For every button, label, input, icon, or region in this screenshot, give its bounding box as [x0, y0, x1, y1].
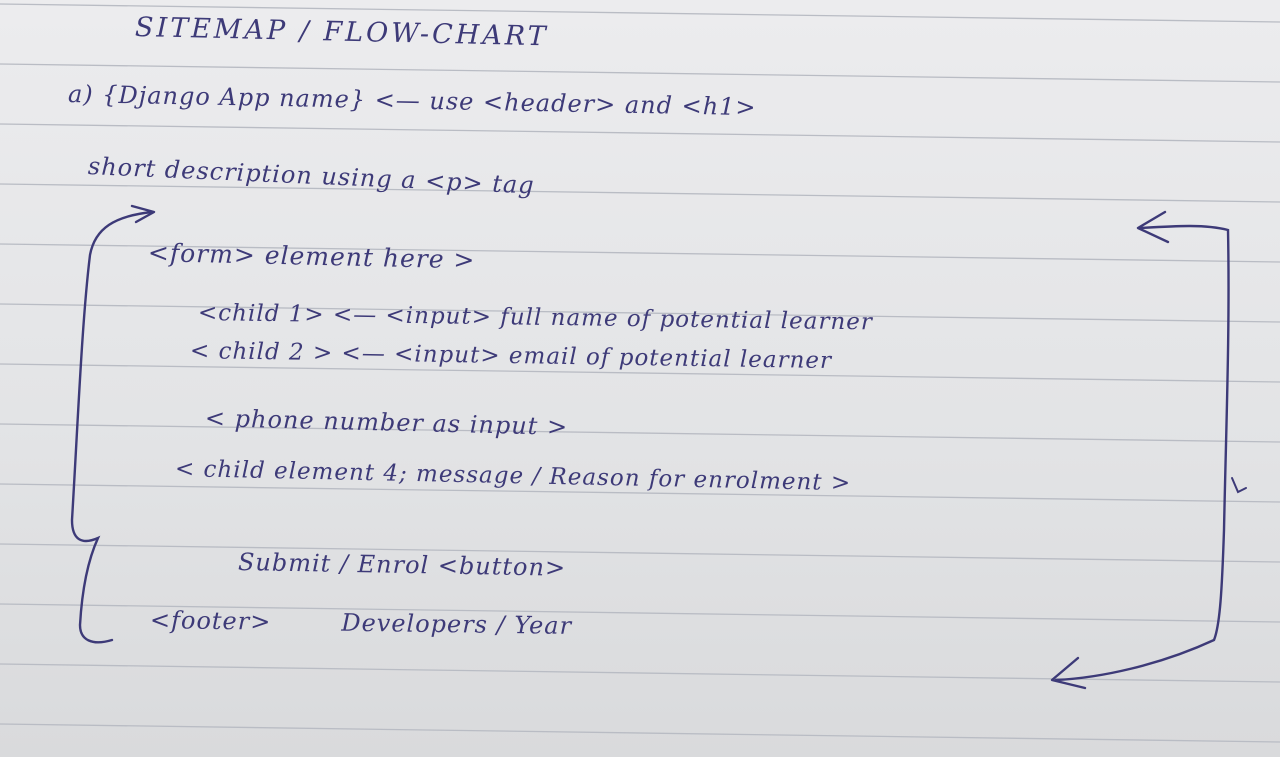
- ruled-line: [0, 184, 1280, 202]
- form-element-line: <form> element here >: [147, 238, 476, 275]
- child-1-line: <child 1> <— <input> full name of potential learner: [197, 300, 874, 336]
- footer-tag: <footer>: [149, 606, 272, 636]
- footer-line: [150, 606, 572, 640]
- phone-number-line: < phone number as input >: [204, 404, 569, 441]
- right-loop-line: [1056, 226, 1229, 680]
- ruled-line: [0, 424, 1280, 442]
- footer-credit: Developers / Year: [341, 608, 573, 640]
- ruled-line: [0, 124, 1280, 142]
- ruled-line: [0, 664, 1280, 682]
- right-loop-tick: [1232, 478, 1246, 492]
- short-description-line: short description using a <p> tag: [87, 152, 536, 200]
- child-element-4-line: < child element 4; message / Reason for enrolment >: [174, 456, 852, 497]
- ruled-line: [0, 544, 1280, 562]
- page-title: SITEMAP / FLOW-CHART: [134, 12, 549, 53]
- app-name-line: a) {Django App name} <— use <header> and <h1>: [67, 80, 757, 122]
- right-loop-bottom-arrow-head: [1052, 658, 1085, 688]
- child-2-line: < child 2 > <— <input> email of potential learner: [189, 338, 833, 375]
- left-brace: [72, 212, 152, 642]
- ruled-line: [0, 724, 1280, 742]
- submit-button-line: Submit / Enrol <button>: [237, 548, 567, 582]
- ruled-line: [0, 64, 1280, 82]
